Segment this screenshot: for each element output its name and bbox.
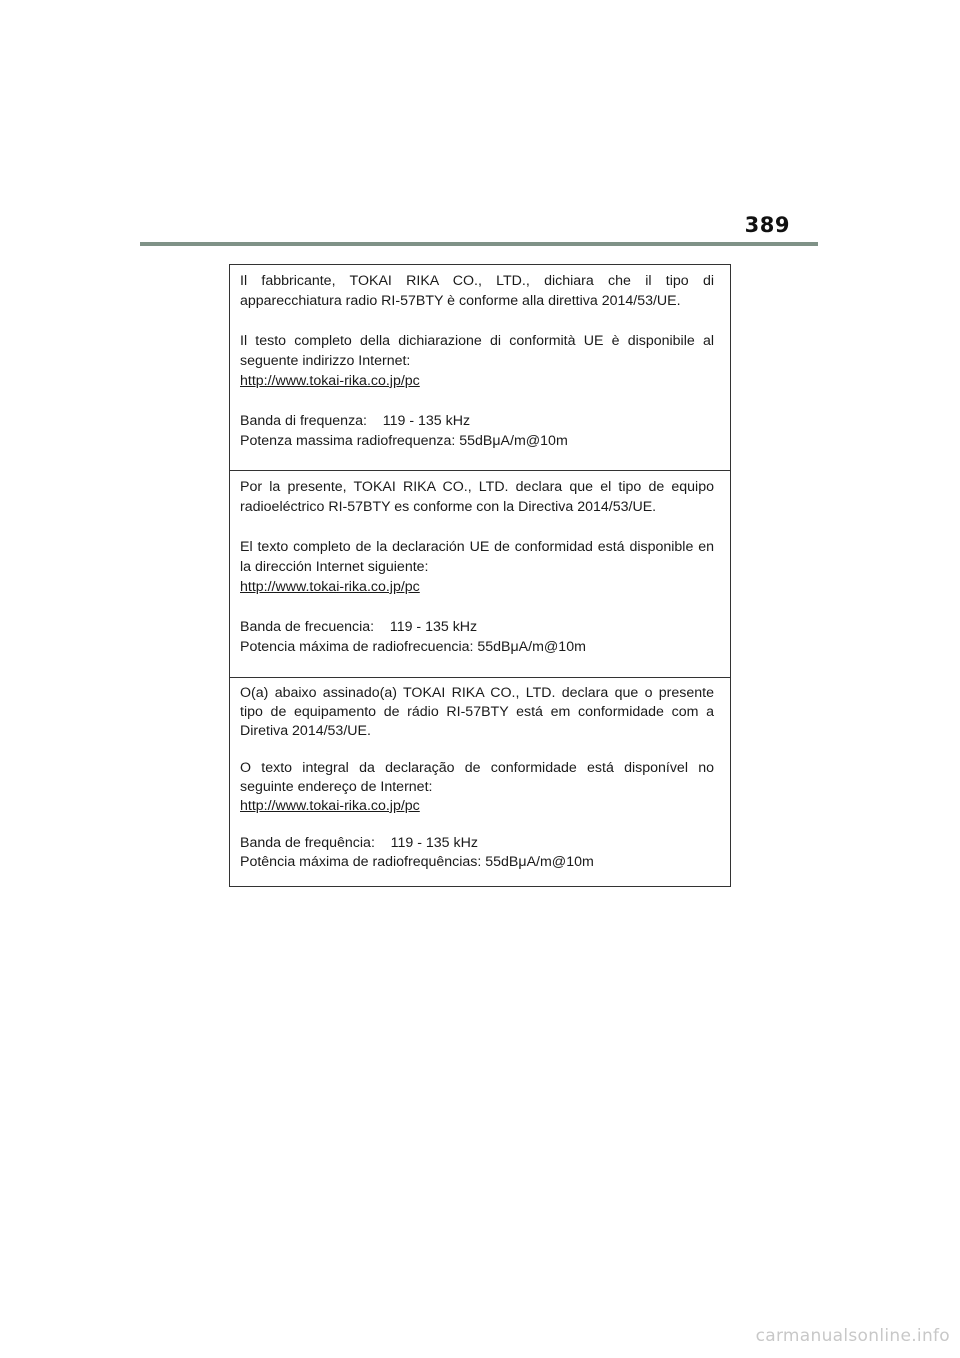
- declaration-link[interactable]: http://www.tokai-rika.co.jp/pc: [240, 373, 420, 389]
- declaration-text: Il fabbricante, TOKAI RIKA CO., LTD., dichiara che il tipo di apparecchiatura radio RI-57BTY è conforme alla direttiva 2014/53/UE.: [240, 273, 714, 309]
- declaration-box: [229, 264, 731, 887]
- page-number: 389: [744, 213, 790, 237]
- declaration-spanish: [230, 471, 730, 678]
- radio-specs: [240, 617, 714, 657]
- availability-text: [240, 759, 714, 816]
- availability-text: [240, 331, 714, 391]
- declaration-text: O(a) abaixo assinado(a) TOKAI RIKA CO., LTD. declara que o presente tipo de equipamento de rádio RI-57BTY está em conformidade com a Diretiva 2014/53/UE.: [240, 685, 714, 739]
- availability-text-body: O texto integral da declaração de conformidade está disponível no seguinte endereço de Internet:: [240, 760, 714, 795]
- header-rule: [140, 242, 818, 246]
- availability-text-body: Il testo completo della dichiarazione di conformità UE è disponibile al seguente indirizzo Internet:: [240, 333, 714, 369]
- declaration-portuguese: [230, 678, 730, 886]
- max-power: Potencia máxima de radiofrecuencia: 55dBμA/m@10m: [240, 639, 586, 655]
- declaration-italian: [230, 265, 730, 471]
- radio-specs: [240, 411, 714, 451]
- max-power: Potência máxima de radiofrequências: 55dBμA/m@10m: [240, 854, 594, 870]
- declaration-link[interactable]: http://www.tokai-rika.co.jp/pc: [240, 798, 420, 814]
- declaration-text: Por la presente, TOKAI RIKA CO., LTD. declara que el tipo de equipo radioeléctrico RI-57BTY es conforme con la Directiva 2014/53/UE.: [240, 479, 714, 515]
- frequency-band: Banda di frequenza: 119 - 135 kHz: [240, 413, 471, 429]
- availability-text: [240, 537, 714, 597]
- radio-specs: [240, 834, 714, 872]
- frequency-band: Banda de frecuencia: 119 - 135 kHz: [240, 619, 478, 635]
- max-power: Potenza massima radiofrequenza: 55dBμA/m@10m: [240, 433, 568, 449]
- frequency-band: Banda de frequência: 119 - 135 kHz: [240, 835, 478, 851]
- watermark: carmanualsonline.info: [755, 1326, 950, 1346]
- availability-text-body: El texto completo de la declaración UE de conformidad está disponible en la dirección Internet siguiente:: [240, 539, 714, 575]
- declaration-link[interactable]: http://www.tokai-rika.co.jp/pc: [240, 579, 420, 595]
